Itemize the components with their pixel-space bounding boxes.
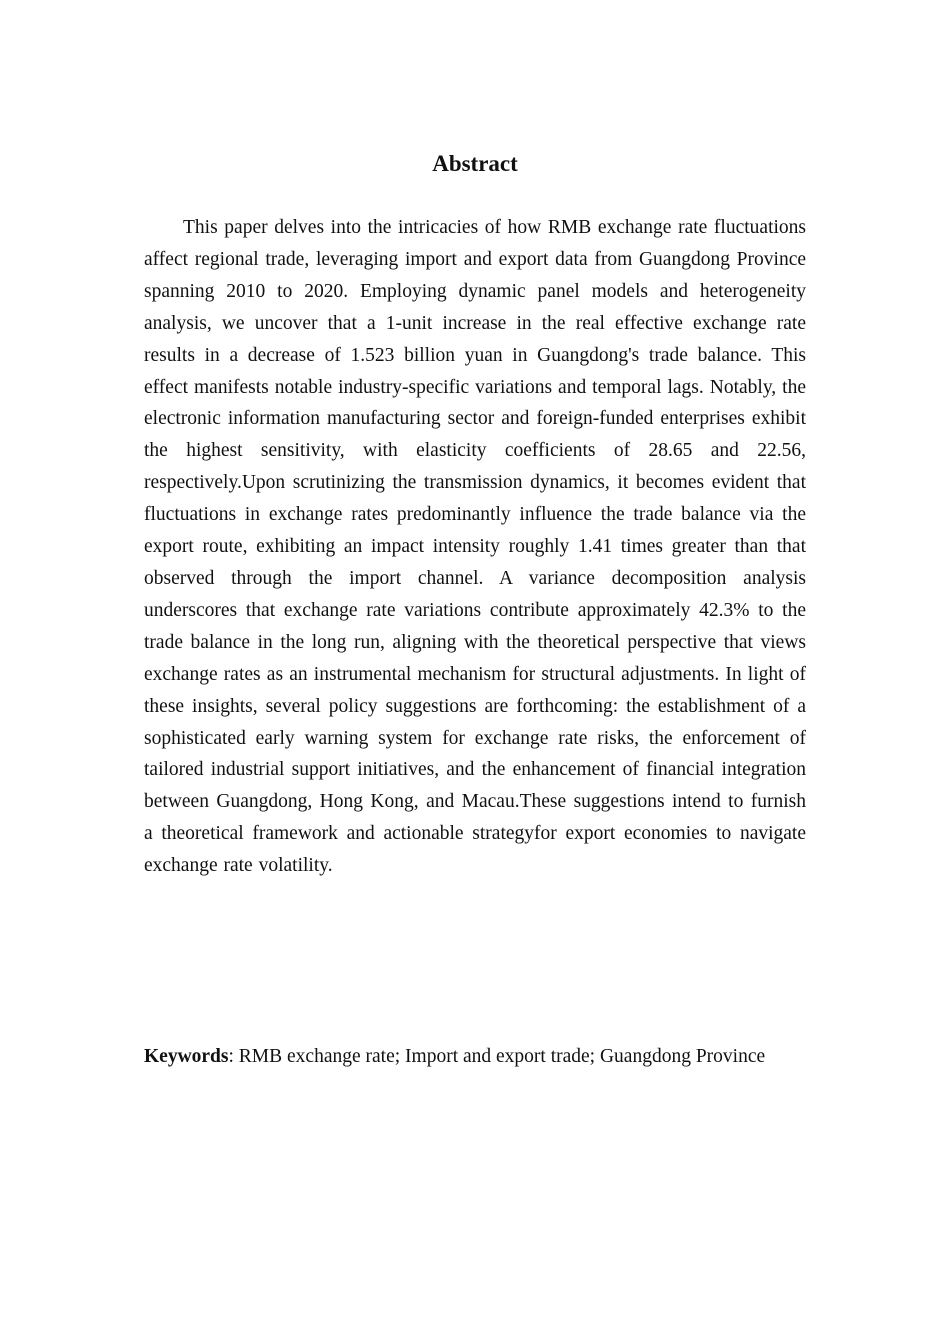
keywords-line xyxy=(144,1041,806,1073)
keywords-separator: : xyxy=(228,1046,234,1067)
keywords-label: Keywords xyxy=(144,1046,229,1067)
abstract-title: Abstract xyxy=(432,151,518,176)
keywords-text: RMB exchange rate; Import and export trade; Guangdong Province xyxy=(238,1046,766,1067)
abstract-body: This paper delves into the intricacies of how RMB exchange rate fluctuations affect regional trade, leveraging import and export data from Guangdong Province spanning 2010 to 2020. Employing dynamic panel models and heterogeneity analysis, we uncover that a 1-unit increase in the real effective exchange rate results in a decrease of 1.523 billion yuan in Guangdong's trade balance. This effect manifests notable industry-specific variations and temporal lags. Notably, the electronic information manufacturing sector and foreign-funded enterprises exhibit the highest sensitivity, with elasticity coefficients of 28.65 and 22.56, respectively.Upon scrutinizing the transmission dynamics, it becomes evident that fluctuations in exchange rates predominantly influence the trade balance via the export route, exhibiting an impact intensity roughly 1.41 times greater than that observed through the import channel. A variance decomposition analysis underscores that exchange rate variations contribute approximately 42.3% to the trade balance in the long run, aligning with the theoretical perspective that views exchange rates as an instrumental mechanism for structural adjustments. In light of these insights, several policy suggestions are forthcoming: the establishment of a sophisticated early warning system for exchange rate risks, the enforcement of tailored industrial support initiatives, and the enhancement of financial integration between Guangdong, Hong Kong, and Macau.These suggestions intend to furnish a theoretical framework and actionable strategyfor export economies to navigate exchange rate volatility. xyxy=(144,217,806,877)
